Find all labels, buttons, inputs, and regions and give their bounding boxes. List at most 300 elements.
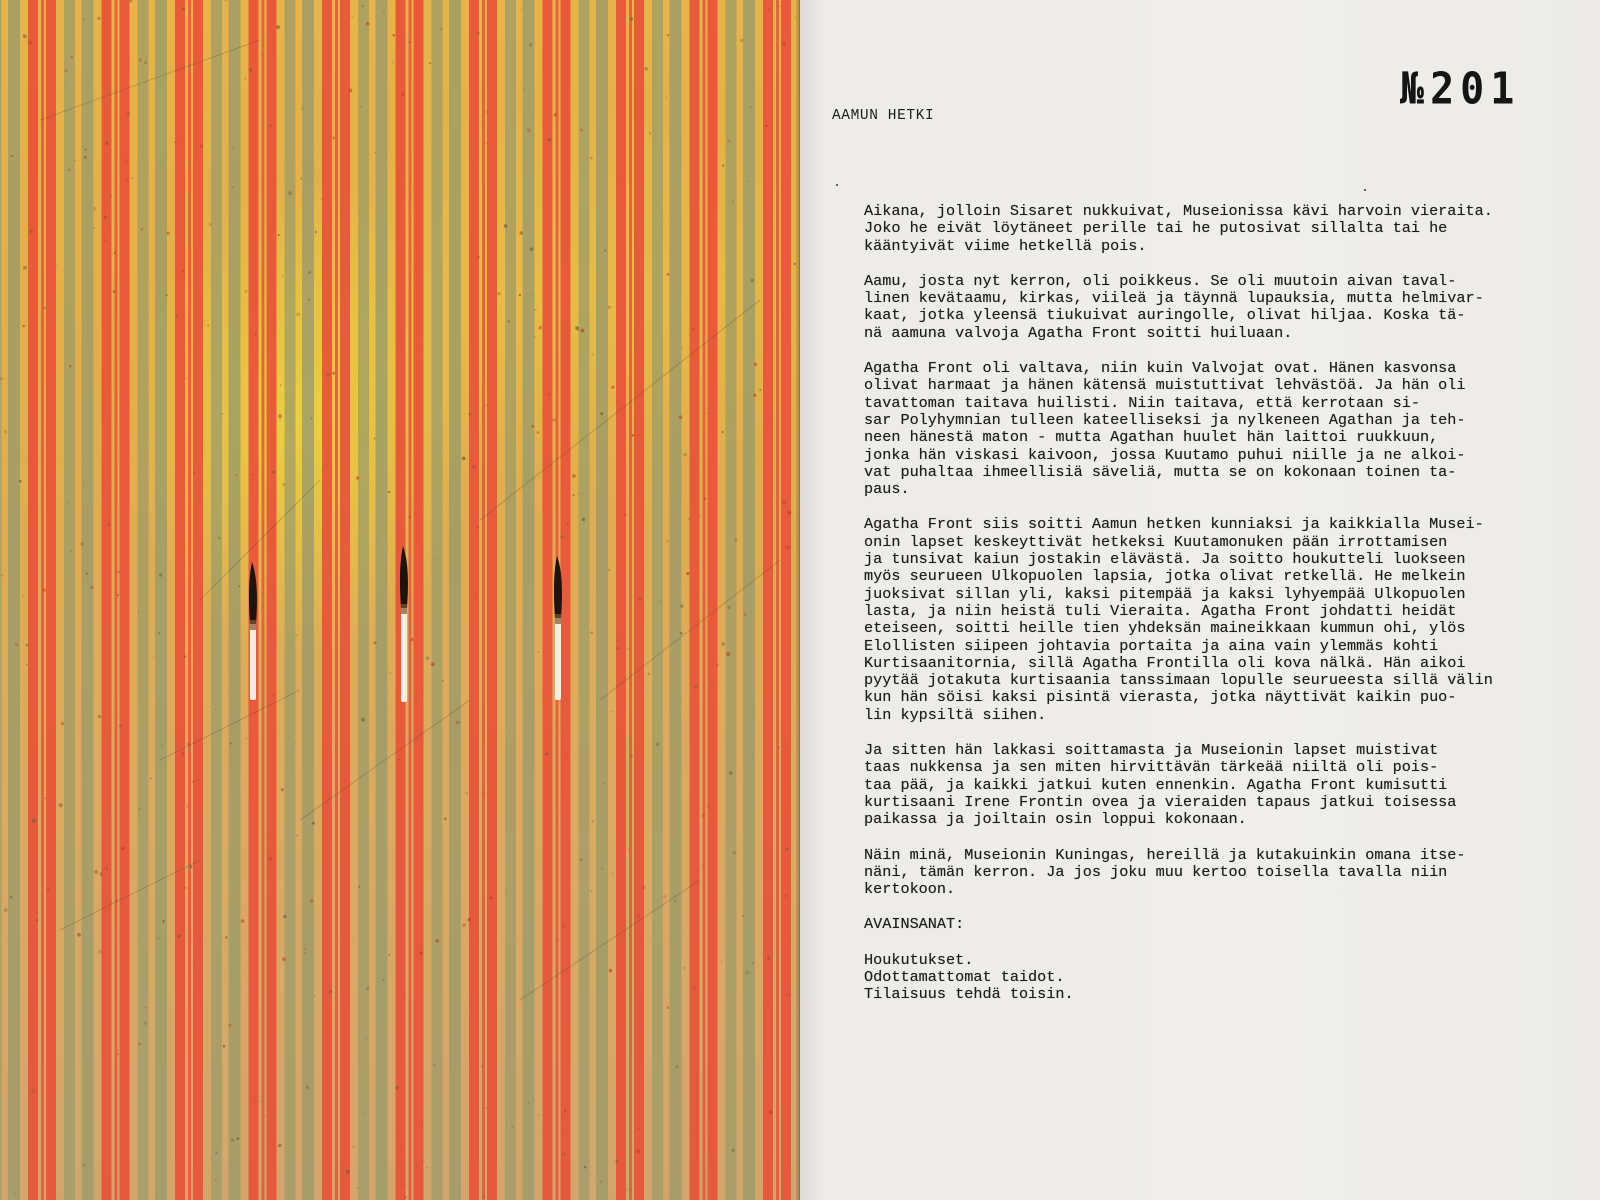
paint-speckle: [269, 124, 272, 127]
olive-stripe: [596, 0, 608, 1200]
paint-speckle: [610, 711, 612, 713]
paint-speckle: [591, 157, 593, 159]
paint-speckle: [69, 365, 71, 367]
paint-speckle: [278, 1144, 282, 1148]
paint-speckle: [186, 806, 188, 808]
paint-speckle: [472, 465, 476, 469]
paint-speckle: [708, 805, 710, 807]
paint-speckle: [373, 437, 375, 439]
paint-speckle: [754, 363, 758, 367]
paint-speckle: [202, 118, 203, 119]
paint-speckle: [452, 222, 453, 223]
paint-speckle: [787, 511, 791, 515]
paint-speckle: [43, 588, 46, 591]
paint-speckle: [264, 1114, 266, 1116]
paint-speckle: [166, 294, 168, 296]
paint-speckle: [485, 142, 487, 144]
paint-speckle: [748, 180, 750, 182]
story-title: AAMUN HETKI: [832, 108, 935, 124]
paint-speckle: [74, 160, 75, 161]
paint-speckle: [590, 891, 592, 893]
paint-speckle: [276, 25, 280, 29]
paint-speckle: [83, 485, 85, 487]
paint-speckle: [93, 227, 95, 229]
paint-speckle: [117, 594, 119, 596]
paint-speckle: [734, 621, 735, 622]
paint-speckle: [295, 634, 297, 636]
red-stripe: [102, 0, 112, 1200]
paint-speckle: [633, 882, 634, 883]
paint-speckle: [686, 572, 689, 575]
paint-speckle: [558, 939, 560, 941]
burnt-match: [249, 562, 257, 700]
paint-speckle: [538, 651, 540, 653]
paint-speckle: [414, 268, 415, 269]
paint-speckle: [434, 1064, 436, 1066]
paragraph: [864, 203, 1584, 255]
paint-speckle: [478, 256, 480, 258]
paint-speckle: [126, 159, 129, 162]
paint-speckle: [84, 156, 87, 159]
paint-speckle: [225, 936, 228, 939]
text-line: Kurtisaanitornia, sillä Agatha Frontilla oli kova nälkä. Hän aikoi: [864, 653, 1466, 672]
paint-speckle: [591, 354, 593, 356]
paint-speckle: [422, 1122, 423, 1123]
paint-speckle: [254, 1098, 256, 1100]
olive-stripe: [523, 0, 535, 1200]
paragraph: [864, 360, 1584, 498]
paint-speckle: [729, 771, 733, 775]
paint-speckle: [788, 790, 790, 792]
paint-speckle: [624, 513, 627, 516]
paint-speckle: [783, 501, 786, 504]
paint-speckle: [158, 632, 160, 634]
paint-speckle: [192, 780, 194, 782]
paint-speckle: [275, 1111, 276, 1112]
olive-stripe: [652, 0, 663, 1200]
paint-speckle: [236, 1137, 239, 1140]
paint-speckle: [694, 685, 697, 688]
paint-speckle: [364, 1112, 365, 1113]
paint-speckle: [734, 538, 738, 542]
paint-speckle: [159, 573, 162, 576]
paint-speckle: [98, 715, 101, 718]
text-line: Ja sitten hän lakkasi soittamasta ja Museionin lapset muistivat: [864, 741, 1439, 760]
paint-speckle: [545, 753, 548, 756]
paint-speckle: [721, 642, 725, 646]
paint-speckle: [100, 872, 104, 876]
paint-speckle: [604, 250, 606, 252]
paint-speckle: [44, 797, 46, 799]
paint-speckle: [366, 1038, 367, 1039]
paint-speckle: [415, 1166, 417, 1168]
paint-speckle: [26, 644, 29, 647]
red-pinstripe: [629, 0, 632, 1200]
paint-speckle: [362, 5, 365, 8]
paint-speckle: [398, 758, 400, 760]
paint-speckle: [153, 657, 154, 658]
paint-speckle: [537, 431, 540, 434]
paint-speckle: [366, 22, 370, 26]
paint-speckle: [352, 16, 353, 17]
olive-stripe: [285, 0, 296, 1200]
paint-speckle: [726, 652, 730, 656]
olive-stripe: [743, 0, 755, 1200]
paint-speckle: [182, 270, 184, 272]
paint-speckle: [721, 960, 722, 961]
paint-speckle: [504, 224, 508, 228]
text-line: olivat harmaat ja hänen kätensä muistuttivat lehvästöä. Ja hän oli: [864, 376, 1466, 395]
paint-speckle: [615, 1160, 618, 1163]
red-stripe: [175, 0, 185, 1200]
paint-speckle: [530, 247, 534, 251]
paint-speckle: [97, 17, 100, 20]
paint-speckle: [278, 414, 282, 418]
paint-speckle: [11, 155, 13, 157]
text-line: lasta, ja niin heistä tuli Vieraita. Agatha Front johdatti heidät: [864, 601, 1457, 620]
paint-speckle: [629, 754, 633, 758]
paint-speckle: [630, 17, 633, 20]
paint-speckle: [357, 1187, 359, 1189]
paint-speckle: [200, 144, 203, 147]
paint-speckle: [279, 419, 280, 420]
paint-speckle: [116, 900, 118, 902]
text-line: taas nukkensa ja sen miten hirvittävän tärkeää niiltä oli pois-: [864, 758, 1439, 777]
paint-speckle: [182, 996, 184, 998]
paint-speckle: [356, 476, 359, 479]
paint-speckle: [94, 870, 98, 874]
paint-speckle: [4, 908, 8, 912]
paint-speckle: [261, 54, 262, 55]
paint-speckle: [462, 923, 466, 927]
paint-speckle: [420, 952, 423, 955]
paint-speckle: [572, 474, 576, 478]
paint-speckle: [534, 336, 536, 338]
paint-speckle: [634, 345, 636, 347]
paint-speckle: [572, 494, 574, 496]
paint-speckle: [520, 231, 523, 234]
paint-speckle: [59, 803, 63, 807]
paint-speckle: [476, 593, 478, 595]
paint-speckle: [468, 918, 471, 921]
paint-speckle: [702, 866, 703, 867]
paint-speckle: [288, 737, 289, 738]
paint-speckle: [711, 681, 712, 682]
paint-speckle: [694, 509, 695, 510]
paint-speckle: [388, 491, 391, 494]
paint-speckle: [617, 177, 619, 179]
paint-speckle: [506, 892, 508, 894]
paint-speckle: [727, 139, 730, 142]
paint-speckle: [539, 326, 542, 329]
paint-speckle: [626, 1189, 628, 1191]
paint-speckle: [716, 664, 719, 667]
text-line: tavattoman taitava huilisti. Niin taitava, että kerrotaan si-: [864, 393, 1420, 412]
paint-speckle: [187, 743, 190, 746]
paint-speckle: [47, 889, 49, 891]
paint-speckle: [175, 314, 178, 317]
red-pinstripe: [409, 0, 412, 1200]
paint-speckle: [483, 1196, 486, 1199]
paint-speckle: [374, 641, 377, 644]
paint-speckle: [332, 137, 335, 140]
paint-speckle: [225, 0, 227, 1]
paint-speckle: [300, 177, 302, 179]
paint-speckle: [232, 148, 234, 150]
paint-speckle: [61, 722, 65, 726]
paint-speckle: [599, 1181, 602, 1184]
paint-speckle: [600, 412, 603, 415]
paint-speckle: [679, 415, 683, 419]
paint-speckle: [548, 138, 551, 141]
paint-speckle: [110, 901, 112, 903]
paint-speckle: [44, 307, 47, 310]
paint-speckle: [280, 384, 282, 386]
paint-speckle: [32, 819, 36, 823]
paint-speckle: [104, 239, 106, 241]
paint-speckle: [315, 231, 317, 233]
paint-speckle: [185, 378, 187, 380]
paint-speckle: [742, 915, 744, 917]
paint-speckle: [702, 595, 703, 596]
paint-speckle: [105, 142, 109, 146]
paint-speckle: [232, 186, 234, 188]
paint-speckle: [311, 417, 313, 419]
paint-speckle: [408, 41, 410, 43]
paint-speckle: [108, 523, 111, 526]
paint-speckle: [666, 97, 667, 98]
paint-speckle: [684, 967, 685, 968]
red-stripe: [469, 0, 479, 1200]
paint-speckle: [221, 413, 223, 415]
text-line: kaat, jotka yleensä tiukuivat auringolle, olivat hiljaa. Koska tä-: [864, 306, 1466, 325]
paint-speckle: [26, 664, 28, 666]
paint-speckle: [360, 106, 362, 108]
paint-speckle: [434, 559, 436, 561]
paint-speckle: [477, 526, 479, 528]
paint-speckle: [481, 1066, 483, 1068]
text-line: näni, tämän kerron. Ja jos joku muu kertoo toisella tavalla niin: [864, 862, 1448, 881]
red-stripe: [543, 0, 553, 1200]
paint-speckle: [117, 571, 120, 574]
paragraph-list: [864, 203, 1584, 898]
paint-speckle: [282, 275, 284, 277]
paint-speckle: [674, 900, 677, 903]
paint-speckle: [235, 474, 238, 477]
paint-speckle: [580, 858, 583, 861]
keyword-item: Odottamattomat taidot.: [864, 967, 1065, 986]
olive-stripe: [138, 0, 149, 1200]
paint-speckle: [308, 271, 311, 274]
paint-speckle: [482, 792, 484, 794]
paint-speckle: [383, 10, 385, 12]
paint-speckle: [592, 820, 594, 822]
paint-speckle: [486, 1107, 488, 1109]
paint-speckle: [116, 394, 118, 396]
paint-speckle: [787, 546, 791, 550]
paint-speckle: [270, 835, 271, 836]
paint-speckle: [392, 34, 395, 37]
paint-speckle: [431, 662, 435, 666]
red-stripe: [340, 0, 350, 1200]
paint-speckle: [197, 579, 198, 580]
paint-speckle: [306, 1086, 309, 1089]
paint-speckle: [23, 266, 27, 270]
paint-speckle: [528, 1102, 529, 1103]
paint-speckle: [519, 294, 521, 296]
paint-speckle: [138, 58, 142, 62]
paint-speckle: [666, 1006, 669, 1009]
paint-speckle: [231, 1139, 234, 1142]
paint-speckle: [688, 518, 690, 520]
paint-speckle: [520, 9, 521, 10]
keyword-item: Houkutukset.: [864, 950, 974, 969]
red-stripe: [487, 0, 497, 1200]
paint-speckle: [4, 430, 7, 433]
paint-speckle: [332, 372, 335, 375]
red-stripe: [322, 0, 332, 1200]
paint-speckle: [259, 1101, 261, 1103]
paint-speckle: [617, 647, 619, 649]
paint-speckle: [383, 979, 385, 981]
paint-speckle: [139, 808, 141, 810]
paragraph: [864, 516, 1584, 724]
paint-speckle: [215, 1152, 217, 1154]
paint-speckle: [538, 1114, 540, 1116]
paint-speckle: [10, 896, 13, 899]
text-line: pyytää jotakuta kurtisaania tanssimaan lopulle seurueesta sillä välin: [864, 671, 1493, 690]
paint-speckle: [269, 857, 272, 860]
paint-speckle: [703, 564, 705, 566]
paint-speckle: [81, 542, 84, 545]
red-stripe: [46, 0, 56, 1200]
olive-stripe: [376, 0, 388, 1200]
paint-speckle: [612, 873, 614, 875]
paint-speckle: [384, 705, 385, 706]
paint-speckle: [411, 638, 414, 641]
paint-speckle: [681, 347, 683, 349]
paint-speckle: [283, 915, 286, 918]
paint-speckle: [166, 232, 169, 235]
paint-speckle: [144, 61, 148, 65]
paint-speckle: [64, 69, 68, 73]
paint-speckle: [768, 8, 770, 10]
paint-speckle: [223, 1045, 226, 1048]
paint-speckle: [548, 393, 550, 395]
paint-speckle: [706, 413, 708, 415]
paint-speckle: [36, 911, 38, 913]
paint-speckle: [396, 1086, 399, 1089]
paint-speckle: [246, 738, 247, 739]
paint-speckle: [207, 325, 209, 327]
paint-speckle: [358, 886, 360, 888]
paint-speckle: [93, 207, 96, 210]
paint-speckle: [197, 779, 199, 781]
paint-speckle: [663, 217, 665, 219]
paint-speckle: [104, 215, 107, 218]
paint-speckle: [98, 950, 102, 954]
paint-speckle: [19, 480, 22, 483]
paint-speckle: [282, 483, 285, 486]
text-line: Agatha Front oli valtava, niin kuin Valvojat ovat. Hänen kasvonsa: [864, 359, 1457, 378]
paint-speckle: [508, 320, 510, 322]
ink-speck: [1364, 189, 1366, 191]
paint-speckle: [680, 604, 683, 607]
text-line: taa pää, ja kaikki jatkui kuten ennenkin. Agatha Front kumisutti: [864, 775, 1448, 794]
paint-speckle: [23, 34, 27, 38]
paint-speckle: [590, 631, 593, 634]
red-stripe: [28, 0, 38, 1200]
paint-speckle: [636, 914, 639, 917]
paint-speckle: [387, 550, 388, 551]
paint-speckle: [408, 515, 411, 518]
paint-speckle: [609, 969, 613, 973]
olive-stripe: [579, 0, 590, 1200]
paint-speckle: [348, 89, 352, 93]
paint-speckle: [563, 1153, 566, 1156]
paint-speckle: [254, 334, 256, 336]
olive-stripe: [505, 0, 516, 1200]
paint-speckle: [532, 425, 535, 428]
burnt-match: [400, 546, 408, 702]
paint-speckle: [388, 954, 390, 956]
paint-speckle: [782, 317, 783, 318]
paint-speckle: [138, 611, 140, 613]
paint-speckle: [118, 1054, 120, 1056]
paint-speckle: [390, 672, 392, 674]
paint-speckle: [721, 431, 723, 433]
text-line: juoksivat sillan yli, kaksi pitempää ja kaksi lyhyempää Ulkopuolen: [864, 584, 1466, 603]
paint-speckle: [693, 987, 695, 989]
red-stripe: [414, 0, 424, 1200]
keyword-item: Tilaisuus tehdä toisin.: [864, 985, 1074, 1004]
paint-speckle: [86, 572, 88, 574]
paint-speckle: [321, 198, 323, 200]
paint-speckle: [400, 1148, 402, 1150]
paint-speckle: [304, 952, 306, 954]
paint-speckle: [90, 586, 93, 589]
text-line: Näin minä, Museionin Kuningas, hereillä ja kutakuinkin omana itse-: [864, 845, 1466, 864]
olive-stripe: [155, 0, 167, 1200]
paint-speckle: [209, 223, 212, 226]
paint-speckle: [638, 1127, 640, 1129]
paint-speckle: [52, 1185, 53, 1186]
red-stripe: [708, 0, 718, 1200]
olive-stripe: [229, 0, 241, 1200]
paint-speckle: [512, 1126, 513, 1127]
paint-speckle: [144, 1022, 147, 1025]
text-line: Aamu, josta nyt kerron, oli poikkeus. Se oli muutoin aivan taval-: [864, 271, 1457, 290]
paint-speckle: [567, 755, 569, 757]
text-line: Elollisten siipeen johtavia portaita ja aina vain ylemmäs kohti: [864, 636, 1439, 655]
paint-speckle: [190, 865, 193, 868]
paint-speckle: [642, 886, 646, 890]
paint-speckle: [199, 937, 201, 939]
paint-speckle: [326, 463, 328, 465]
paint-speckle: [301, 107, 304, 110]
paint-speckle: [22, 595, 24, 597]
paint-speckle: [608, 569, 611, 572]
paint-speckle: [429, 62, 431, 64]
red-pinstripe: [262, 0, 265, 1200]
paint-speckle: [67, 502, 68, 503]
text-line: sar Polyhymnian tulleen kateelliseksi ja nylkeneen Agathan ja teh-: [864, 410, 1466, 429]
olive-stripe: [82, 0, 94, 1200]
paint-speckle: [649, 132, 651, 134]
paint-speckle: [732, 851, 736, 855]
paint-speckle: [361, 718, 365, 722]
paint-speckle: [530, 295, 532, 297]
